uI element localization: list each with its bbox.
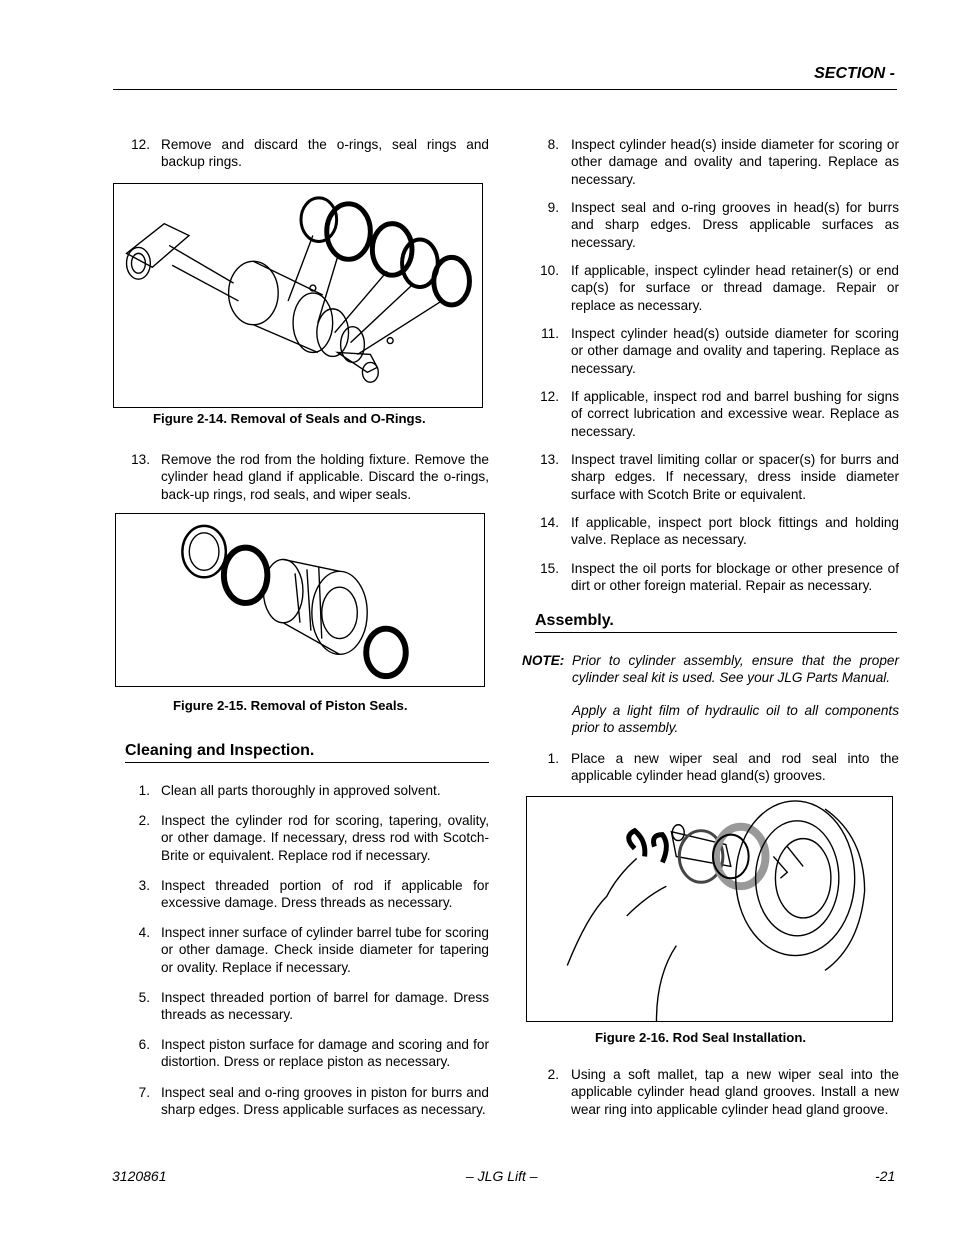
seals-orings-drawing (114, 184, 482, 407)
footer-center: – JLG Lift – (466, 1168, 538, 1184)
cleaning-item-7: 7. Inspect seal and o-ring grooves in piston for burrs and sharp edges. Dress applicable surfaces as necessary. (138, 1085, 489, 1118)
cleaning-inspection-heading: Cleaning and Inspection. (125, 742, 489, 763)
rod-seal-installation-drawing (527, 797, 892, 1021)
cleaning-item-2: 2. Inspect the cylinder rod for scoring, tapering, ovality, or other damage. If necessary, dress rod with Scotch-Brite or equivalent. Replace rod if necessary. (138, 813, 489, 863)
figure-2-15-illustration (115, 513, 485, 687)
cleaning-item-3: 3. Inspect threaded portion of rod if applicable for excessive damage. Dress threads as necessary. (138, 878, 489, 911)
figure-2-15-caption: Figure 2-15. Removal of Piston Seals. (173, 698, 408, 713)
assembly-note (522, 652, 899, 737)
cleaning-item-8: 8. Inspect cylinder head(s) inside diameter for scoring or other damage and ovality and tapering. Replace as necessary. (547, 137, 899, 187)
assembly-item-1: 1. Place a new wiper seal and rod seal into the applicable cylinder head gland(s) grooves. (547, 751, 899, 784)
cleaning-item-13: 13. Inspect travel limiting collar or spacer(s) for burrs and sharp edges. If necessary, dress inside diameter surface with Scotch Brite or equivalent. (540, 452, 899, 502)
cleaning-item-4: 4. Inspect inner surface of cylinder barrel tube for scoring or other damage. Check inside diameter for tapering or ovality. Replace if necessary. (138, 925, 489, 975)
page-header (113, 64, 897, 90)
step-12-remove-orings: 12. Remove and discard the o-rings, seal rings and backup rings. (131, 137, 489, 170)
section-title: SECTION - (814, 65, 895, 82)
assembly-heading: Assembly. (535, 612, 897, 633)
cleaning-item-9: 9. Inspect seal and o-ring grooves in head(s) for burrs and sharp edges. Dress applicable surfaces as necessary. (547, 200, 899, 250)
cleaning-item-11: 11. Inspect cylinder head(s) outside diameter for scoring or other damage and ovality and tapering. Replace as necessary. (541, 326, 899, 376)
cleaning-item-10: 10. If applicable, inspect cylinder head retainer(s) or end cap(s) for surface or thread damage. Repair or replace as necessary. (540, 263, 899, 313)
step-13-remove-rod: 13. Remove the rod from the holding fixture. Remove the cylinder head gland if applicable. Discard the o-rings, back-up rings, rod seals, and wiper seals. (131, 452, 489, 502)
note-label: NOTE: (522, 653, 565, 668)
figure-2-16-illustration (526, 796, 893, 1022)
cleaning-item-1: 1. Clean all parts thoroughly in approved solvent. (138, 783, 441, 798)
piston-seals-drawing (116, 514, 484, 686)
assembly-item-2: 2. Using a soft mallet, tap a new wiper seal into the applicable cylinder head gland grooves. Install a new wear ring into applicable cylinder head gland groove. (547, 1067, 899, 1117)
note-paragraph-1: Prior to cylinder assembly, ensure that the proper cylinder seal kit is used. See your JLG Parts Manual. (572, 653, 899, 686)
cleaning-item-5: 5. Inspect threaded portion of barrel for damage. Dress threads as necessary. (138, 990, 489, 1023)
cleaning-item-14: 14. If applicable, inspect port block fittings and holding valve. Replace as necessary. (540, 515, 899, 548)
cleaning-item-6: 6. Inspect piston surface for damage and scoring and for distortion. Dress or replace piston as necessary. (138, 1037, 489, 1070)
figure-2-16-caption: Figure 2-16. Rod Seal Installation. (595, 1030, 807, 1045)
footer-page-number: -21 (875, 1168, 896, 1184)
cleaning-item-15: 15. Inspect the oil ports for blockage or other presence of dirt or other foreign material. Repair as necessary. (540, 561, 899, 594)
figure-2-14-caption: Figure 2-14. Removal of Seals and O-Rings. (153, 411, 426, 426)
note-paragraph-2: Apply a light film of hydraulic oil to all components prior to assembly. (572, 702, 899, 736)
cleaning-item-12: 12. If applicable, inspect rod and barrel bushing for signs of correct lubrication and excessive wear. Replace as necessary. (540, 389, 899, 439)
footer-doc-number: 3120861 (112, 1168, 167, 1184)
figure-2-14-illustration (113, 183, 483, 408)
